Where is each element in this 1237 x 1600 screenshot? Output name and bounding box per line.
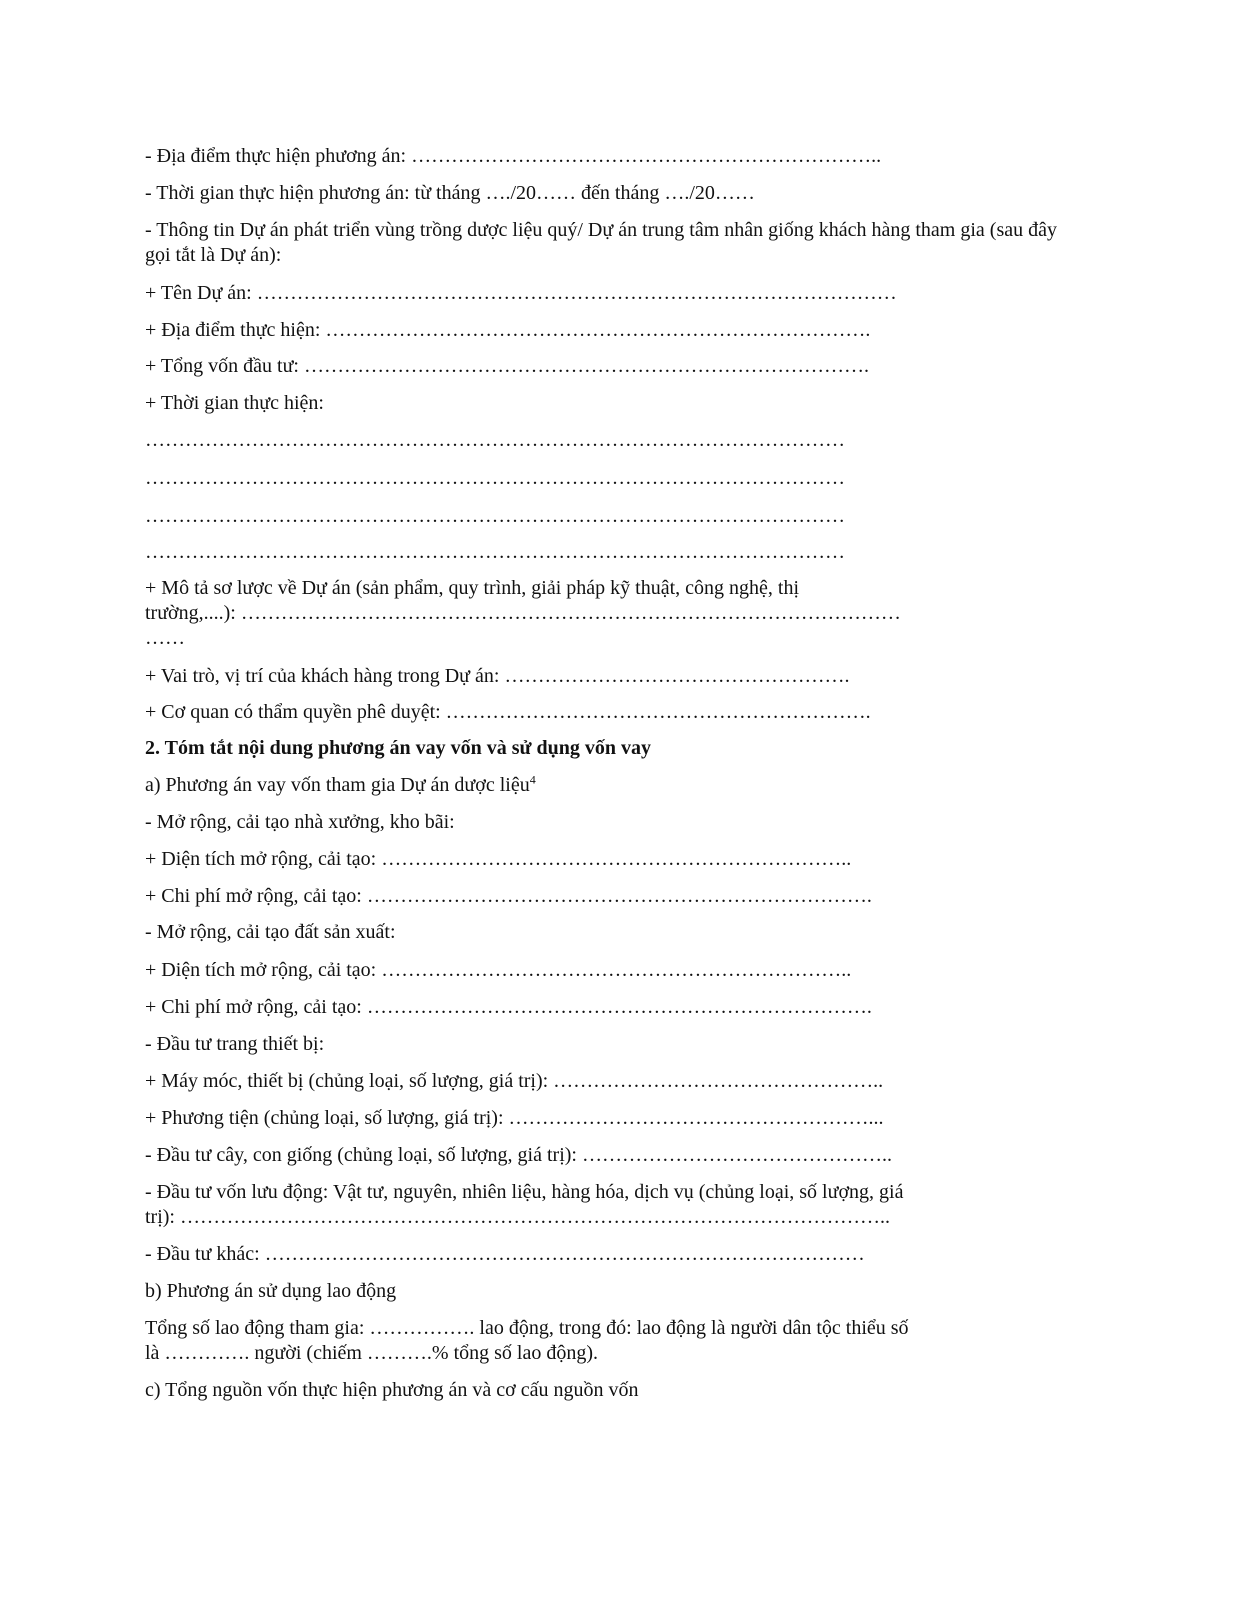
dotted-fill-line: …………………………………………………………………………………………… <box>145 467 845 489</box>
dotted-fill-line: …………………………………………………………………………………………… <box>145 541 845 563</box>
text-line: + Thời gian thực hiện: <box>145 392 324 414</box>
text-line: + Chi phí mở rộng, cải tạo: …………………………………………………………………. <box>145 885 872 907</box>
text-line: - Đầu tư vốn lưu động: Vật tư, nguyên, nhiên liệu, hàng hóa, dịch vụ (chủng loại, số lượng, giá <box>145 1181 904 1203</box>
section-heading: 2. Tóm tắt nội dung phương án vay vốn và sử dụng vốn vay <box>145 737 651 759</box>
footnote-marker: 4 <box>529 772 536 787</box>
text-line: + Mô tả sơ lược về Dự án (sản phẩm, quy trình, giải pháp kỹ thuật, công nghệ, thị <box>145 577 799 599</box>
text-line: - Đầu tư trang thiết bị: <box>145 1033 325 1055</box>
text-line: - Mở rộng, cải tạo nhà xưởng, kho bãi: <box>145 811 455 833</box>
text-line: + Địa điểm thực hiện: ………………………………………………………………………. <box>145 319 871 341</box>
text-line: - Đầu tư khác: ……………………………………………………………………………… <box>145 1243 865 1265</box>
text-line: - Thời gian thực hiện phương án: từ tháng …./20…… đến tháng …./20…… <box>145 182 755 204</box>
text-line: - Mở rộng, cải tạo đất sản xuất: <box>145 921 396 943</box>
text-line: + Tên Dự án: …………………………………………………………………………………… <box>145 282 897 304</box>
text-line: trị): …………………………………………………………………………………………….. <box>145 1206 890 1228</box>
subsection-heading: c) Tổng nguồn vốn thực hiện phương án và cơ cấu nguồn vốn <box>145 1379 639 1401</box>
dotted-fill-line: …………………………………………………………………………………………… <box>145 505 845 527</box>
text-line: …… <box>145 627 185 649</box>
text-line: Tổng số lao động tham gia: ……………. lao động, trong đó: lao động là người dân tộc thiểu số <box>145 1317 909 1339</box>
text-paragraph: - Thông tin Dự án phát triển vùng trồng dược liệu quý/ Dự án trung tâm nhân giống khách hàng tham gia (sau đây gọi tắt là Dự án): <box>145 219 1057 266</box>
subsection-heading: b) Phương án sử dụng lao động <box>145 1280 397 1302</box>
text-line: + Tổng vốn đầu tư: …………………………………………………………………………. <box>145 355 869 377</box>
text-line: + Máy móc, thiết bị (chủng loại, số lượng, giá trị): ………………………………………….. <box>145 1070 884 1092</box>
text-line: + Chi phí mở rộng, cải tạo: …………………………………………………………………. <box>145 996 872 1018</box>
text-line: là …………. người (chiếm ……….% tổng số lao động). <box>145 1342 599 1364</box>
subsection-heading-text: a) Phương án vay vốn tham gia Dự án dược liệu <box>145 774 530 796</box>
text-line: + Diện tích mở rộng, cải tạo: …………………………………………………………….. <box>145 848 852 870</box>
text-line: + Phương tiện (chủng loại, số lượng, giá trị): ………………………………………………... <box>145 1107 884 1129</box>
text-line: trường,....): ……………………………………………………………………………………… <box>145 602 901 624</box>
text-line: - Đầu tư cây, con giống (chủng loại, số lượng, giá trị): ……………………………………….. <box>145 1144 892 1166</box>
text-line: + Cơ quan có thẩm quyền phê duyệt: ………………………………………………………. <box>145 701 871 723</box>
dotted-fill-line: …………………………………………………………………………………………… <box>145 429 845 451</box>
text-line: + Vai trò, vị trí của khách hàng trong Dự án: ……………………………………………. <box>145 665 850 687</box>
text-line: + Diện tích mở rộng, cải tạo: …………………………………………………………….. <box>145 959 852 981</box>
text-line: - Địa điểm thực hiện phương án: …………………………………………………………….. <box>145 145 882 167</box>
subsection-heading <box>145 773 1075 798</box>
